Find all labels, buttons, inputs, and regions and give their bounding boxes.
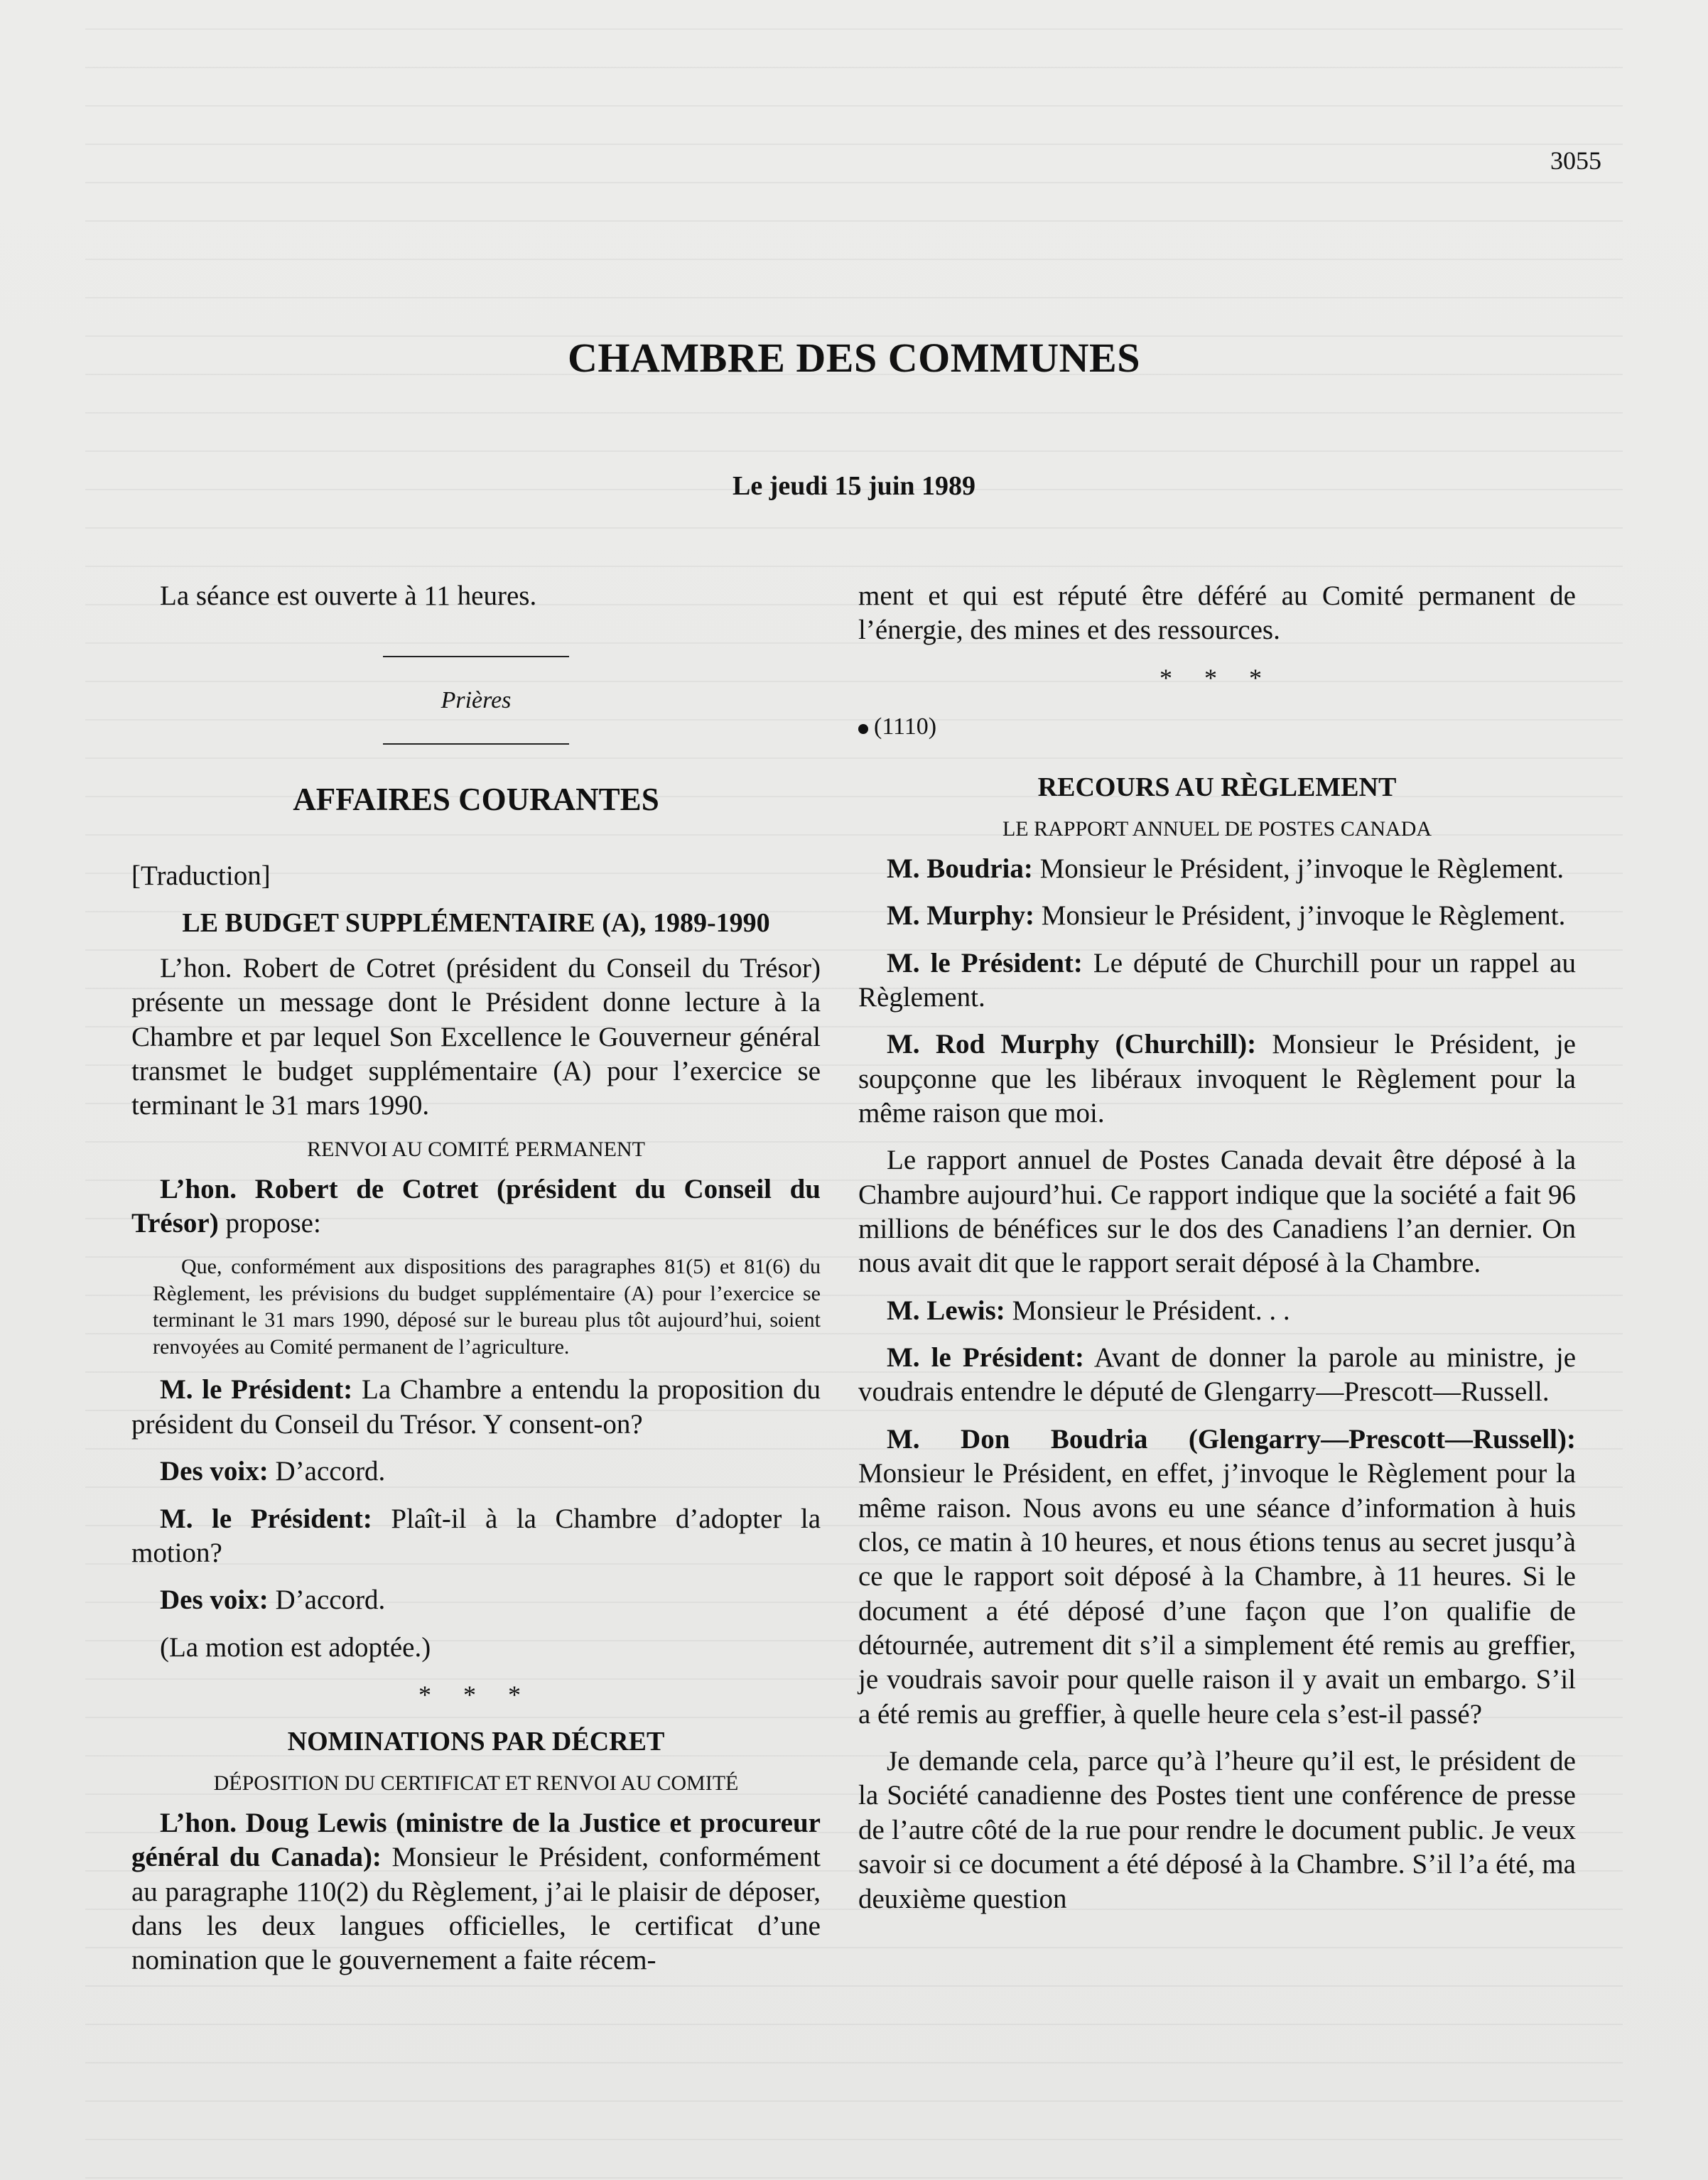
speech: Avant de donner la parole au ministre, je voudrais entendre le député de Glengarry—Prescott—Russell. [858,1342,1577,1408]
budget-paragraph: L’hon. Robert de Cotret (président du Conseil du Trésor) présente un message dont le Président donne lecture à la Chambre et par lequel Son Excellence le Gouverneur général transmet le budget supplémentaire (A) pour l’exercice se terminant le 31 mars 1990. [131,952,821,1121]
continuation-paragraph: ment et qui est réputé être déféré au Comité permanent de l’énergie, des mines et des ressources. [858,581,1576,646]
speaker: M. le Président: [887,1342,1084,1374]
speech-paragraph [858,1423,1576,1732]
speech-paragraph [858,1341,1576,1410]
speaker: M. Murphy: [887,900,1034,932]
speech-paragraph [858,899,1576,933]
speech: D’accord. [268,1456,386,1487]
speaker: M. Rod Murphy (Churchill): [887,1029,1257,1060]
sitting-date: Le jeudi 15 juin 1989 [732,471,976,501]
time-label: (1110) [874,713,937,740]
speech-paragraph [858,852,1576,886]
speech-paragraph [131,1583,821,1617]
speech-paragraph [131,1455,821,1489]
prayers-label: Prières [440,687,512,714]
renvoi-heading: RENVOI AU COMITÉ PERMANENT [307,1137,645,1161]
section-separator: * * * [418,1680,534,1709]
speaker: M. Boudria: [887,853,1033,884]
page-number: 3055 [1550,146,1601,175]
speech-paragraph [858,946,1576,1015]
speaker: M. Lewis: [887,1295,1005,1326]
speech: propose: [218,1208,321,1239]
speech-paragraph [131,1502,821,1571]
translation-note: [Traduction] [131,860,271,892]
speech: La Chambre a entendu la proposition du président du Conseil du Trésor. Y consent-on? [131,1374,821,1440]
rapport-heading: LE RAPPORT ANNUEL DE POSTES CANADA [1002,816,1432,841]
recours-heading: RECOURS AU RÈGLEMENT [1037,772,1397,802]
speech: D’accord. [268,1585,386,1616]
speech: Monsieur le Président, en effet, j’invoque le Règlement pour la même raison. Nous avons eu une séance d’information à huis clos, ce matin à 10 heures, et nous étions tenus au secret jusqu’à ce que le rapport soit déposé à la Chambre, à 11 heures. Si le document a été déposé d’une façon que l’on qualifie de détournée, autrement dit s’il a simplement été remis au greffier, je voudrais savoir pour quelle raison il y avait un embargo. S’il a été remis au greffier, à quelle heure cela s’est-il passé? [858,1458,1576,1730]
opening-line: La séance est ouverte à 11 heures. [160,581,537,611]
speech: Monsieur le Président, j’invoque le Règlement. [1034,900,1566,932]
speaker: M. le Président: [160,1503,372,1534]
speaker: Des voix: [160,1456,269,1487]
speaker: M. le Président: [160,1374,353,1405]
right-column [858,579,1576,1929]
deposition-heading: DÉPOSITION DU CERTIFICAT ET RENVOI AU COMITÉ [213,1771,739,1795]
speech-paragraph [131,1806,821,1978]
speech: Monsieur le Président, j’invoque le Règlement. [1032,853,1564,884]
divider [383,743,569,745]
time-tag [858,712,1576,742]
speech-paragraph [858,1294,1576,1328]
speech-paragraph [131,1373,821,1442]
speaker: L’hon. Robert de Cotret (président du Conseil du Trésor) [131,1173,821,1239]
section-separator: * * * [1160,663,1275,692]
speech: Plaît-il à la Chambre d’adopter la motion? [131,1503,821,1568]
speaker: L’hon. Doug Lewis (ministre de la Justice et procureur général du Canada): [131,1807,821,1873]
section-heading: AFFAIRES COURANTES [293,781,659,817]
motion-body: Que, conformément aux dispositions des paragraphes 81(5) et 81(6) du Règlement, les prévisions du budget supplémentaire (A) pour l’exercice se terminant le 31 mars 1990, déposé sur le bureau plus tôt aujourd’hui, soient renvoyées au Comité permanent de l’agriculture. [153,1255,821,1359]
speech: Monsieur le Président. . . [1005,1295,1290,1326]
divider [383,656,569,657]
speech-paragraph [858,1027,1576,1131]
bullet-icon [858,724,868,734]
speaker: Des voix: [160,1585,269,1616]
motion-text [131,1253,821,1360]
speech: Le député de Churchill pour un rappel au Règlement. [858,947,1576,1013]
left-column [131,579,821,1991]
speech: Monsieur le Président, conformément au paragraphe 110(2) du Règlement, j’ai le plaisir de déposer, dans les deux langues officielles, le certificat d’une nomination que le gouvernement a faite récem- [131,1842,821,1976]
speech: Monsieur le Président, je soupçonne que les libéraux invoquent le Règlement pour la même raison que moi. [858,1029,1576,1128]
document-title: CHAMBRE DES COMMUNES [568,335,1140,381]
adopted-line: (La motion est adoptée.) [160,1631,431,1663]
nominations-heading: NOMINATIONS PAR DÉCRET [287,1726,665,1757]
propose-paragraph [131,1172,821,1241]
speaker: M. Don Boudria (Glengarry—Prescott—Russell): [887,1423,1576,1455]
speech-paragraph: Le rapport annuel de Postes Canada devait être déposé à la Chambre aujourd’hui. Ce rapport indique que la société a fait 96 millions de bénéfices sur le dos des Canadiens l’an dernier. On nous avait dit que le rapport serait déposé à la Chambre. [858,1145,1576,1279]
budget-heading: LE BUDGET SUPPLÉMENTAIRE (A), 1989-1990 [182,907,770,938]
speaker: M. le Président: [887,947,1083,978]
speech-paragraph: Je demande cela, parce qu’à l’heure qu’il est, le président de la Société canadienne des Postes tient une conférence de presse de l’autre côté de la rue pour rendre le document public. Je veux savoir si ce document a été déposé à la Chambre. S’il l’a été, ma deuxième question [858,1746,1576,1914]
